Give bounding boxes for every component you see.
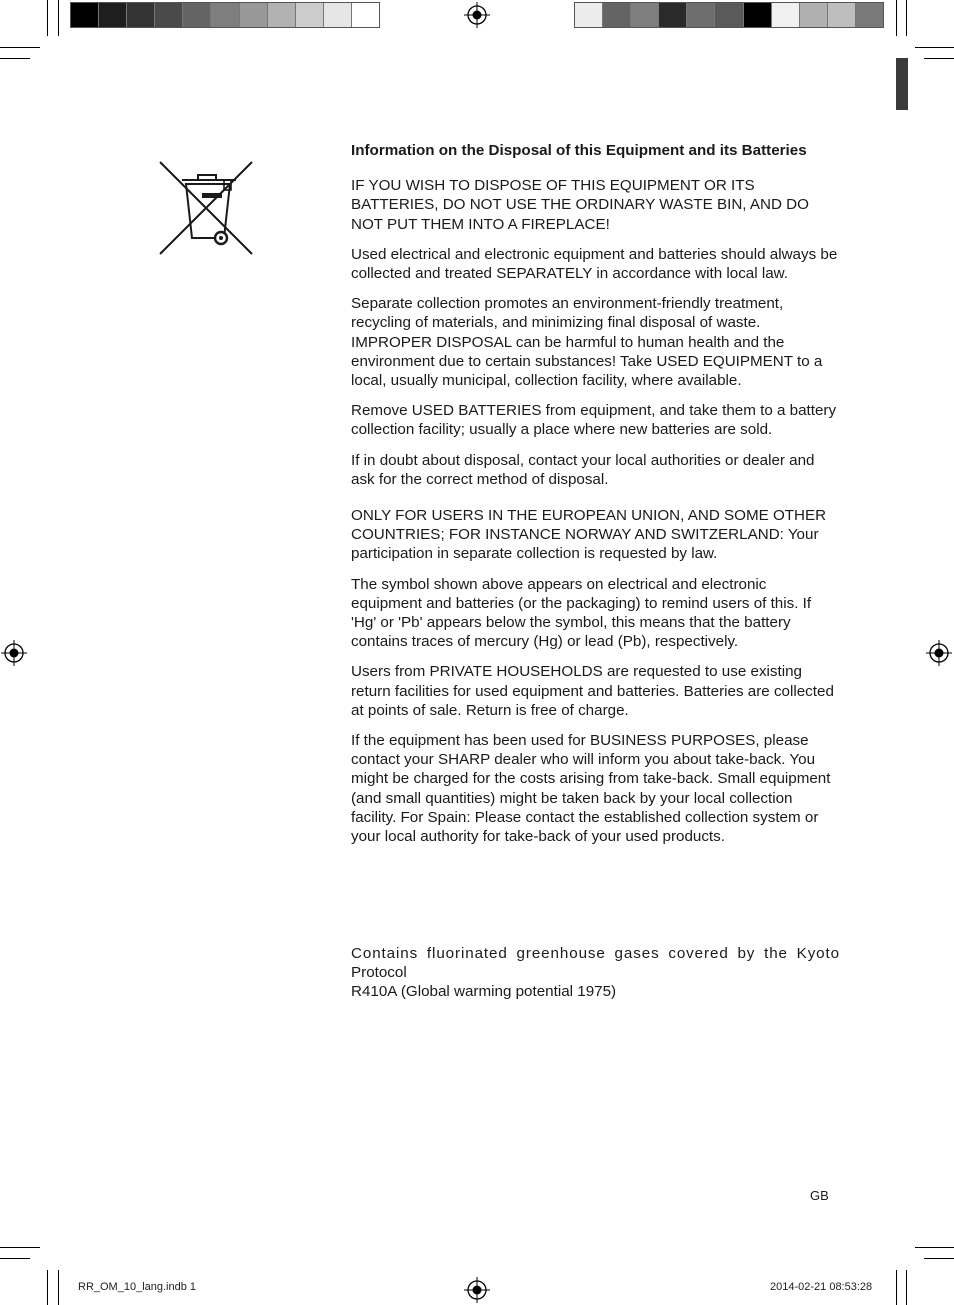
color-swatch <box>631 3 659 27</box>
color-calibration-bar-right <box>574 2 884 28</box>
slug-filename: RR_OM_10_lang.indb 1 <box>78 1281 197 1293</box>
color-calibration-bar-left <box>70 2 380 28</box>
color-swatch <box>687 3 715 27</box>
color-swatch <box>155 3 183 27</box>
thumb-tab-marker <box>896 58 908 110</box>
color-swatch <box>99 3 127 27</box>
color-swatch <box>352 3 379 27</box>
color-swatch <box>71 3 99 27</box>
color-swatch <box>828 3 856 27</box>
color-swatch <box>240 3 268 27</box>
color-swatch <box>183 3 211 27</box>
registration-target-icon <box>1 640 27 666</box>
slug-timestamp: 2014-02-21 08:53:28 <box>770 1281 873 1293</box>
refrigerant-line: R410A (Global warming potential 1975) <box>351 983 617 1001</box>
registration-target-icon <box>926 640 952 666</box>
color-swatch <box>744 3 772 27</box>
section-title: Information on the Disposal of this Equipment and its Batteries <box>351 142 807 159</box>
environment-paragraph: Separate collection promotes an environment-friendly treatment, recycling of materials, and minimizing final disposal of waste. IMPROPER DISPOSAL can be harmful to human health and the environment due to certain substances! Take USED EQUIPMENT to a local, usually municipal, collection facility, where available. <box>351 295 823 390</box>
color-swatch <box>296 3 324 27</box>
color-swatch <box>659 3 687 27</box>
color-swatch <box>268 3 296 27</box>
kyoto-line: Protocol <box>351 964 407 982</box>
separate-collection-paragraph: Used electrical and electronic equipment and batteries should always be collected and treated SEPARATELY in accordance with local law. <box>351 245 838 283</box>
symbol-paragraph: The symbol shown above appears on electrical and electronic equipment and batteries (or the packaging) to remind users of this. If 'Hg' or 'Pb' appears below the symbol, this means that the battery contains traces of mercury (Hg) or lead (Pb), respectively. <box>351 575 812 651</box>
disposal-information-section <box>351 141 840 857</box>
color-swatch <box>856 3 883 27</box>
households-paragraph: Users from PRIVATE HOUSEHOLDS are requested to use existing return facilities for used equipment and batteries. Batteries are collected at points of sale. Return is free of charge. <box>351 663 834 719</box>
language-code: GB <box>810 1188 829 1203</box>
color-swatch <box>800 3 828 27</box>
registration-target-icon <box>464 2 490 28</box>
color-swatch <box>324 3 352 27</box>
batteries-paragraph: Remove USED BATTERIES from equipment, and take them to a battery collection facility; usually a place where new batteries are sold. <box>351 402 837 439</box>
color-swatch <box>211 3 239 27</box>
color-swatch <box>603 3 631 27</box>
warning-paragraph: IF YOU WISH TO DISPOSE OF THIS EQUIPMENT OR ITS BATTERIES, DO NOT USE THE ORDINARY WASTE BIN, AND DO NOT PUT THEM INTO A FIREPLACE! <box>351 177 809 233</box>
color-swatch <box>127 3 155 27</box>
business-paragraph: If the equipment has been used for BUSINESS PURPOSES, please contact your SHARP dealer who will inform you about take-back. You might be charged for the costs arising from take-back. Small equipment (and small quantities) might be taken back by your local collection facility. For Spain: Please contact the established collection system or your local authority for take-back of your used products. <box>351 732 831 846</box>
color-swatch <box>715 3 743 27</box>
color-swatch <box>772 3 800 27</box>
registration-target-icon <box>464 1277 490 1303</box>
kyoto-line: Contains fluorinated greenhouse gases covered by the Kyoto <box>351 945 840 962</box>
kyoto-notice <box>351 944 840 1002</box>
crossed-out-wheelie-bin-icon <box>158 160 254 256</box>
eu-users-paragraph: ONLY FOR USERS IN THE EUROPEAN UNION, AND SOME OTHER COUNTRIES; FOR INSTANCE NORWAY AND SWITZERLAND: Your participation in separate collection is requested by law. <box>351 507 827 563</box>
color-swatch <box>575 3 603 27</box>
doubt-paragraph: If in doubt about disposal, contact your local authorities or dealer and ask for the correct method of disposal. <box>351 451 815 488</box>
